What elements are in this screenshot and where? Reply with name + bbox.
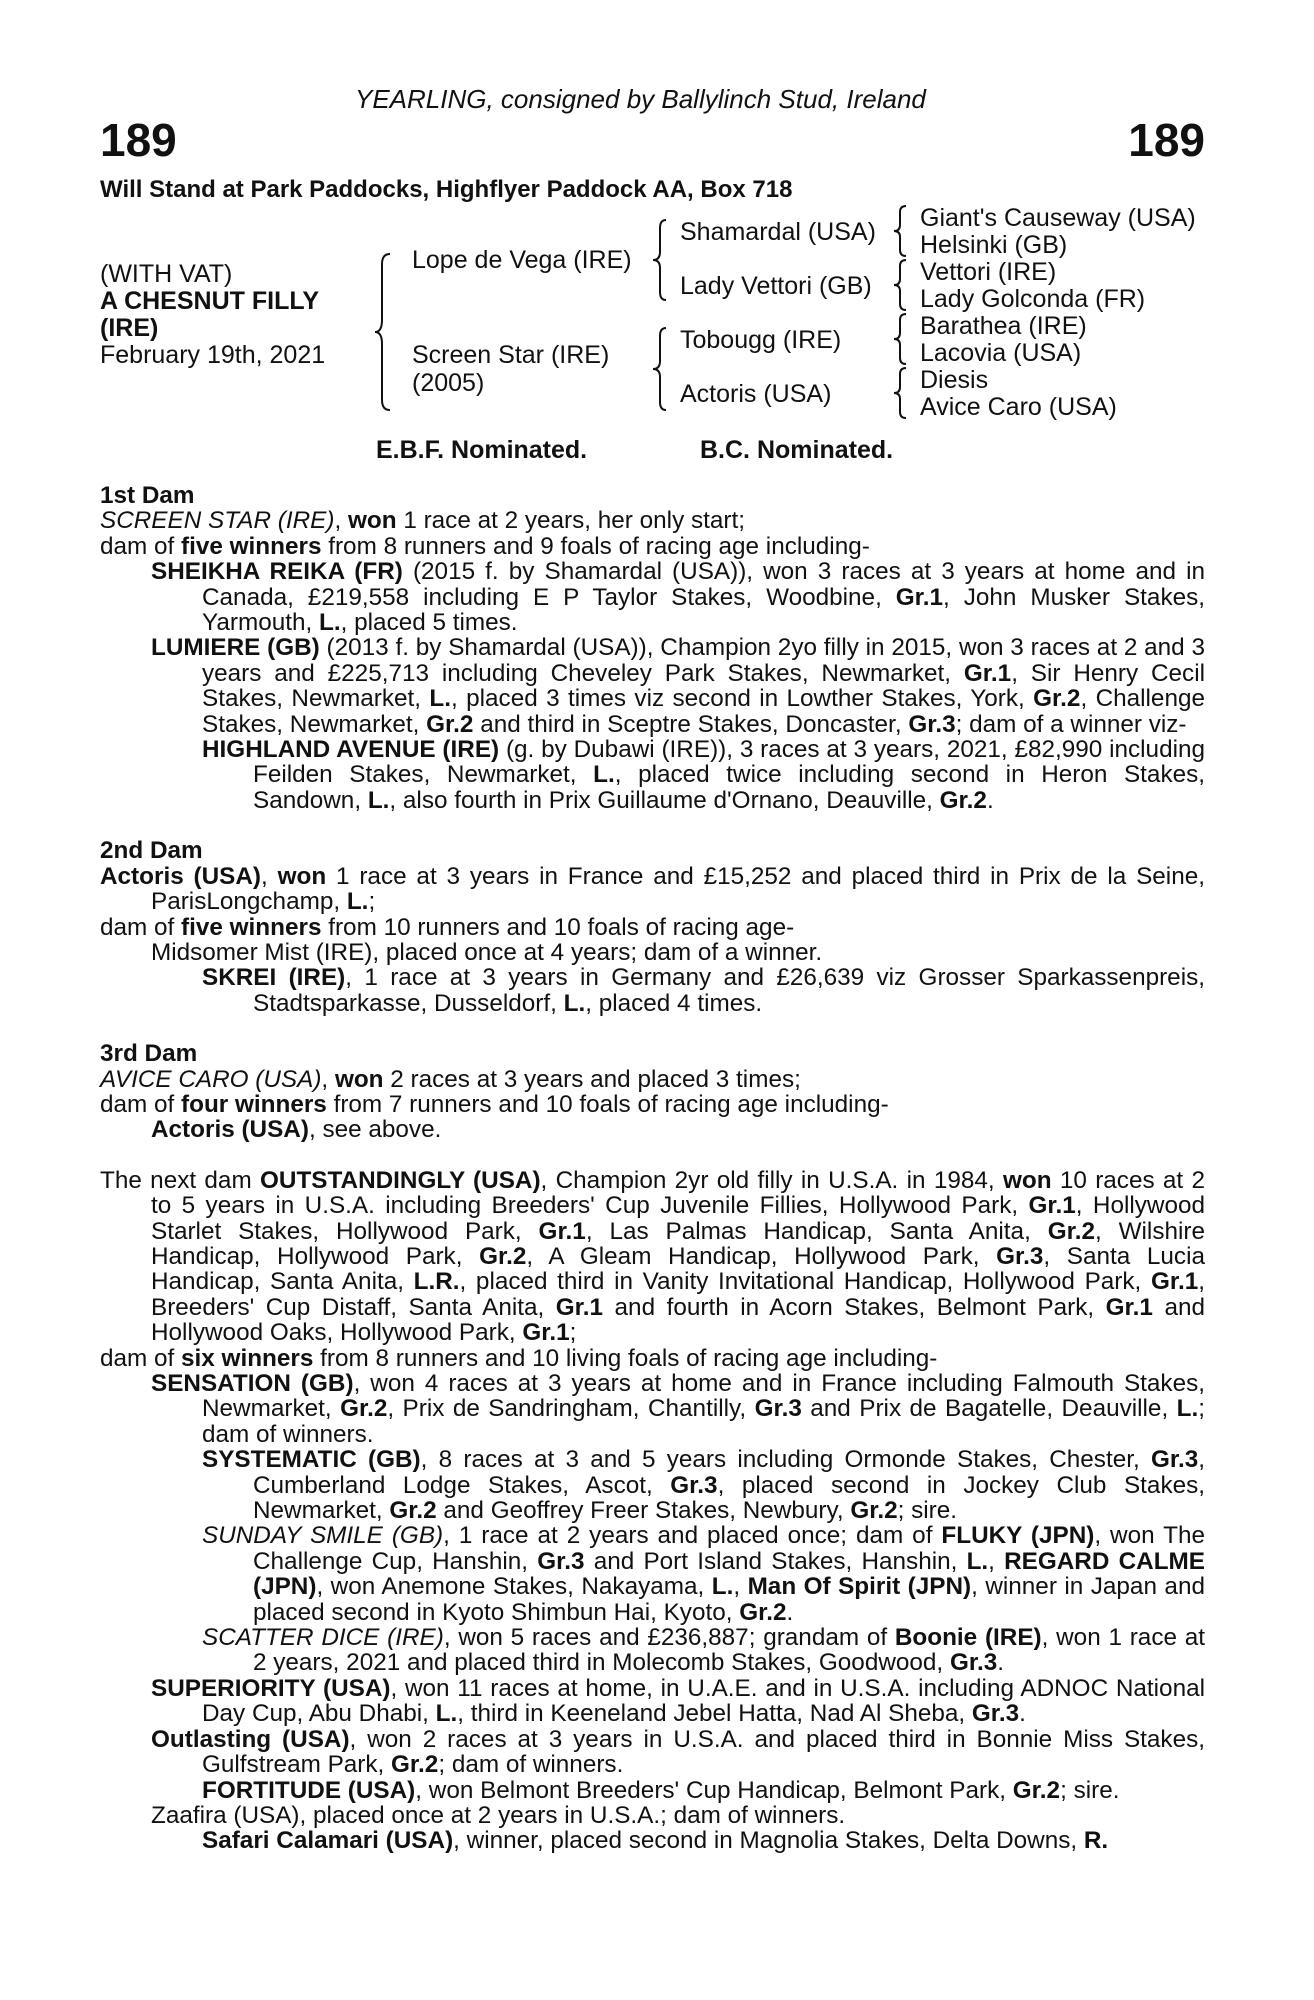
bc-nomination: B.C. Nominated.	[700, 436, 894, 464]
bold-text: Gr.3	[949, 1649, 998, 1677]
bold-text: Gr.2	[1012, 1776, 1061, 1804]
bold-text: SHEIKHA REIKA (FR)	[151, 558, 403, 586]
text-run: (2013 f. by Shamardal (USA)), Champion 2yo filly in 2015, won 3 races at 2 and 3 years and £225,713 including Cheveley Park Stakes, Newmarket,	[202, 634, 1205, 687]
text-run: from 7 runners and 10 foals of racing age including-	[326, 1090, 889, 1118]
bold-text: won	[277, 862, 327, 890]
text-run: ,	[988, 1547, 1005, 1575]
text-run: , won The Challenge Cup, Hanshin,	[253, 1522, 1205, 1575]
text-run: , won 11 races at home, in U.A.E. and in U.S.A. including ADNOC National Day Cup, Abu Dhabi,	[202, 1674, 1205, 1728]
bold-text: Gr.3	[1150, 1446, 1199, 1474]
bold-text: four winners	[181, 1090, 327, 1118]
bold-text: Gr.3	[670, 1471, 718, 1499]
bold-text: five winners	[181, 913, 322, 941]
bold-text: FLUKY (JPN)	[941, 1522, 1095, 1550]
bold-text: LUMIERE (GB)	[151, 634, 320, 662]
bold-text: L.	[593, 761, 615, 789]
bold-text: R.	[1083, 1827, 1109, 1855]
ggp-3: Vettori (IRE)	[920, 258, 1057, 286]
bold-text: L.	[367, 786, 390, 814]
text-run: ; sire.	[897, 1497, 958, 1525]
bold-text: Gr.2	[739, 1598, 787, 1626]
bold-text: Gr.1	[1150, 1268, 1199, 1296]
text-run: Midsomer Mist (IRE), placed once at 4 years; dam of a winner.	[151, 938, 823, 966]
text-run: ,	[261, 862, 278, 890]
bold-text: Boonie (IRE)	[894, 1624, 1042, 1652]
bold-text: Gr.2	[391, 1751, 439, 1779]
text-run: , Breeders' Cup Distaff, Santa Anita,	[151, 1268, 1205, 1321]
text-run: , won 4 races at 3 years at home and in France including Falmouth Stakes, Newmarket,	[202, 1370, 1205, 1423]
text-run: ; dam of a winner viz-	[955, 710, 1187, 738]
catalogue-paragraph	[100, 1371, 1205, 1447]
bold-text: won	[334, 1065, 384, 1093]
italic-text: AVICE CARO (USA)	[100, 1065, 322, 1093]
text-run: ; dam of winners.	[438, 1751, 624, 1779]
text-run: , won Anemone Stakes, Nakayama,	[316, 1573, 712, 1601]
catalogue-body	[100, 483, 1205, 1854]
bold-text: Outlasting (USA)	[151, 1725, 350, 1753]
text-run: .	[786, 1598, 794, 1626]
pedigree-brace-ggp-4	[890, 366, 910, 420]
text-run: , see above.	[308, 1116, 442, 1144]
horse-country: (IRE)	[100, 314, 159, 342]
text-run: , Sir Henry Cecil Stakes, Newmarket,	[202, 659, 1206, 713]
sire: Lope de Vega (IRE)	[412, 246, 632, 274]
bold-text: five winners	[181, 532, 322, 560]
text-run: 1 race at 2 years, her only start;	[396, 507, 745, 535]
bold-text: Gr.2	[850, 1497, 898, 1525]
text-run: , placed third in Vanity Invitational Handicap, Hollywood Park,	[459, 1268, 1151, 1296]
catalogue-paragraph	[100, 559, 1205, 635]
bold-text: L.R.	[413, 1268, 460, 1296]
text-run: , winner, placed second in Magnolia Stakes, Delta Downs,	[453, 1827, 1084, 1855]
sire-dam: Lady Vettori (GB)	[680, 272, 872, 300]
italic-text: SCATTER DICE (IRE)	[202, 1624, 444, 1652]
text-run: , also fourth in Prix Guillaume d'Ornano, Deauville,	[389, 786, 940, 814]
text-run: dam of	[100, 913, 182, 941]
bold-text: FORTITUDE (USA)	[202, 1776, 416, 1804]
bold-text: OUTSTANDINGLY (USA)	[260, 1166, 541, 1194]
text-run: 2 races at 3 years and placed 3 times;	[383, 1065, 801, 1093]
dam: Screen Star (IRE)	[412, 341, 610, 369]
bold-text: L.	[1176, 1395, 1199, 1423]
vat-note: (WITH VAT)	[100, 260, 233, 288]
ggp-2: Helsinki (GB)	[920, 231, 1068, 259]
text-run: The next dam	[100, 1166, 260, 1194]
text-run: , placed twice including second in Heron Stakes, Sandown,	[253, 761, 1206, 814]
dam-sire: Tobougg (IRE)	[680, 326, 842, 354]
text-run: , placed 3 times viz second in Lowther Stakes, York,	[451, 685, 1034, 713]
dam-year: (2005)	[412, 369, 485, 397]
bold-text: Gr.1	[555, 1293, 604, 1321]
text-run: , placed 4 times.	[585, 989, 763, 1017]
text-run: , 1 race at 2 years and placed once; dam of	[443, 1522, 942, 1550]
horse-name: A CHESNUT FILLY	[100, 287, 319, 315]
catalogue-paragraph	[100, 1803, 1205, 1828]
page-subtitle: YEARLING, consigned by Ballylinch Stud, Ireland	[355, 84, 926, 114]
ggp-1: Giant's Causeway (USA)	[920, 204, 1196, 232]
text-run: and Geoffrey Freer Stakes, Newbury,	[436, 1497, 851, 1525]
bold-text: Man Of Spirit (JPN)	[747, 1573, 972, 1601]
text-run: , 1 race at 3 years in Germany and £26,639 viz Grosser Sparkassenpreis, Stadtsparkasse, Dusseldorf,	[253, 964, 1205, 1017]
bold-text: Gr.2	[939, 786, 987, 814]
ggp-5: Barathea (IRE)	[920, 312, 1087, 340]
catalogue-paragraph	[100, 1625, 1205, 1676]
section-heading: 2nd Dam	[100, 837, 203, 865]
catalogue-paragraph	[100, 1778, 1205, 1803]
text-run: ,	[334, 507, 348, 535]
text-run: , Hollywood Starlet Stakes, Hollywood Park,	[151, 1192, 1205, 1245]
text-run: from 8 runners and 9 foals of racing age including-	[321, 532, 870, 560]
bold-text: Gr.1	[522, 1319, 570, 1347]
text-run: , A Gleam Handicap, Hollywood Park,	[526, 1242, 997, 1270]
text-run: and third in Sceptre Stakes, Doncaster,	[473, 710, 909, 738]
text-run: , won 5 races and £236,887; grandam of	[443, 1624, 895, 1652]
text-run: , Wilshire Handicap, Hollywood Park,	[151, 1217, 1205, 1270]
section-gap	[100, 1143, 1205, 1168]
bold-text: REGARD CALME (JPN)	[253, 1547, 1205, 1601]
ggp-7: Diesis	[920, 366, 989, 394]
bold-text: SYSTEMATIC (GB)	[202, 1446, 421, 1474]
catalogue-paragraph	[100, 508, 1205, 533]
bold-text: L.	[711, 1573, 734, 1601]
bold-text: Gr.3	[537, 1547, 585, 1575]
bold-text: Gr.1	[963, 659, 1012, 687]
bold-text: SENSATION (GB)	[151, 1370, 354, 1397]
text-run: ;	[569, 1319, 577, 1347]
text-run: , winner in Japan and placed second in Kyoto Shimbun Hai, Kyoto,	[253, 1573, 1205, 1626]
bold-text: Gr.2	[1047, 1217, 1095, 1245]
text-run: ; dam of winners.	[202, 1395, 1205, 1448]
text-run: and fourth in Acorn Stakes, Belmont Park,	[603, 1293, 1106, 1321]
text-run: (2015 f. by Shamardal (USA)), won 3 races at 3 years at home and in Canada, £219,558 including E P Taylor Stakes, Woodbine,	[202, 558, 1205, 611]
text-run: 10 races at 2 to 5 years in U.S.A. including Breeders' Cup Juvenile Fillies, Hollywood Park,	[151, 1166, 1206, 1220]
bold-text: L.	[435, 1700, 458, 1728]
bold-text: SKREI (IRE)	[202, 964, 346, 992]
text-run: , Prix de Sandringham, Chantilly,	[387, 1395, 755, 1423]
bold-text: Safari Calamari (USA)	[202, 1827, 454, 1855]
text-run: and Hollywood Oaks, Hollywood Park,	[151, 1293, 1205, 1347]
bold-text: Actoris (USA)	[151, 1116, 309, 1144]
text-run: , won Belmont Breeders' Cup Handicap, Belmont Park,	[415, 1776, 1013, 1804]
text-run: dam of	[100, 532, 182, 560]
catalogue-paragraph	[100, 940, 1205, 965]
text-run: dam of	[100, 1344, 182, 1372]
bold-text: Gr.1	[1105, 1293, 1153, 1321]
catalogue-paragraph	[100, 915, 1205, 940]
catalogue-paragraph	[100, 534, 1205, 559]
lot-number-right: 189	[1128, 114, 1205, 166]
catalogue-paragraph	[100, 1346, 1205, 1371]
text-run: from 10 runners and 10 foals of racing age-	[321, 913, 795, 941]
catalogue-paragraph	[100, 1117, 1205, 1142]
bold-text: Gr.2	[340, 1395, 388, 1423]
text-run: and Prix de Bagatelle, Deauville,	[801, 1395, 1177, 1423]
text-run: ; sire.	[1060, 1776, 1120, 1804]
ggp-4: Lady Golconda (FR)	[920, 285, 1146, 313]
bold-text: Gr.1	[1028, 1192, 1076, 1220]
pedigree-brace-sire	[650, 218, 670, 302]
pedigree-brace-ggp-2	[890, 258, 910, 312]
italic-text: SCREEN STAR (IRE)	[100, 507, 335, 535]
text-run: , won 1 race at 2 years, 2021 and placed third in Molecomb Stakes, Goodwood,	[253, 1624, 1205, 1677]
text-run: ,	[733, 1573, 748, 1601]
text-run: (g. by Dubawi (IRE)), 3 races at 3 years, 2021, £82,990 including Feilden Stakes, Newmarket,	[253, 736, 1205, 789]
bold-text: Gr.2	[1033, 685, 1081, 713]
text-run: .	[997, 1649, 1004, 1677]
text-run: , John Musker Stakes, Yarmouth,	[202, 583, 1206, 637]
catalogue-paragraph	[100, 635, 1205, 737]
bold-text: six winners	[181, 1344, 314, 1372]
text-run: Zaafira (USA), placed once at 2 years in U.S.A.; dam of winners.	[151, 1801, 846, 1829]
bold-text: L.	[563, 989, 586, 1017]
text-run: 1 race at 3 years in France and £15,252 and placed third in Prix de la Seine, ParisLongchamp,	[151, 862, 1205, 916]
catalogue-paragraph	[100, 1168, 1205, 1346]
catalogue-paragraph	[100, 965, 1205, 1016]
ggp-6: Lacovia (USA)	[920, 339, 1082, 367]
text-run: , Santa Lucia Handicap, Santa Anita,	[151, 1242, 1205, 1296]
dam-dam: Actoris (USA)	[680, 380, 832, 408]
text-run: ;	[368, 888, 376, 916]
text-run: , Cumberland Lodge Stakes, Ascot,	[253, 1446, 1205, 1499]
text-run: from 8 runners and 10 living foals of racing age including-	[313, 1344, 938, 1372]
bold-text: L.	[319, 609, 341, 637]
text-run: dam of	[100, 1090, 182, 1118]
bold-text: L.	[966, 1547, 989, 1575]
bold-text: Gr.3	[754, 1395, 802, 1423]
bold-text: L.	[346, 888, 369, 916]
bold-text: Gr.3	[908, 710, 956, 738]
catalogue-paragraph	[100, 1727, 1205, 1778]
bold-text: HIGHLAND AVENUE (IRE)	[202, 736, 500, 764]
bold-text: Gr.2	[426, 710, 474, 738]
bold-text: won	[347, 507, 397, 535]
catalogue-paragraph	[100, 864, 1205, 915]
bold-text: Actoris (USA)	[100, 862, 262, 890]
bold-text: L.	[429, 685, 451, 713]
bold-text: won	[1002, 1166, 1052, 1194]
catalogue-paragraph	[100, 1828, 1205, 1853]
pedigree-brace-ggp-3	[890, 312, 910, 366]
text-run: .	[1019, 1700, 1026, 1728]
text-run: , Challenge Stakes, Newmarket,	[202, 685, 1205, 738]
text-run: , Las Palmas Handicap, Santa Anita,	[585, 1217, 1048, 1245]
bold-text: Gr.1	[895, 583, 944, 611]
catalogue-paragraph	[100, 1676, 1205, 1727]
bold-text: Gr.3	[971, 1700, 1020, 1728]
section-heading: 3rd Dam	[100, 1040, 198, 1068]
text-run: , placed 5 times.	[340, 609, 518, 637]
bold-text: SUPERIORITY (USA)	[151, 1674, 391, 1702]
date-of-birth: February 19th, 2021	[100, 341, 326, 369]
section-heading: 1st Dam	[100, 482, 195, 509]
text-run: , won 2 races at 3 years in U.S.A. and placed third in Bonnie Miss Stakes, Gulfstream Park,	[202, 1725, 1205, 1779]
text-run: ,	[321, 1065, 335, 1093]
bold-text: Gr.3	[996, 1242, 1044, 1270]
catalogue-paragraph	[100, 1067, 1205, 1092]
catalogue-paragraph	[100, 737, 1205, 813]
stand-location: Will Stand at Park Paddocks, Highflyer Paddock AA, Box 718	[100, 176, 793, 203]
text-run: , placed second in Jockey Club Stakes, Newmarket,	[253, 1471, 1206, 1525]
pedigree-brace-dam	[650, 326, 670, 412]
ggp-8: Avice Caro (USA)	[920, 393, 1117, 421]
text-run: .	[986, 786, 994, 814]
catalogue-paragraph	[100, 1447, 1205, 1523]
section-gap	[100, 1016, 1205, 1041]
bold-text: Gr.2	[389, 1497, 437, 1525]
lot-number-left: 189	[100, 114, 177, 166]
text-run: , third in Keeneland Jebel Hatta, Nad Al Sheba,	[457, 1700, 972, 1728]
sire-sire: Shamardal (USA)	[680, 218, 876, 246]
catalogue-paragraph	[100, 1092, 1205, 1117]
italic-text: SUNDAY SMILE (GB)	[202, 1522, 444, 1550]
section-gap	[100, 813, 1205, 838]
pedigree-brace-main	[372, 252, 394, 412]
ebf-nomination: E.B.F. Nominated.	[376, 436, 588, 464]
text-run: and Port Island Stakes, Hanshin,	[584, 1547, 967, 1575]
bold-text: Gr.2	[479, 1242, 527, 1270]
bold-text: Gr.1	[538, 1217, 586, 1245]
text-run: , 8 races at 3 and 5 years including Ormonde Stakes, Chester,	[420, 1446, 1151, 1474]
pedigree-brace-ggp-1	[890, 204, 910, 258]
catalogue-paragraph	[100, 1523, 1205, 1625]
text-run: , Champion 2yr old filly in U.S.A. in 1984,	[540, 1166, 1003, 1194]
